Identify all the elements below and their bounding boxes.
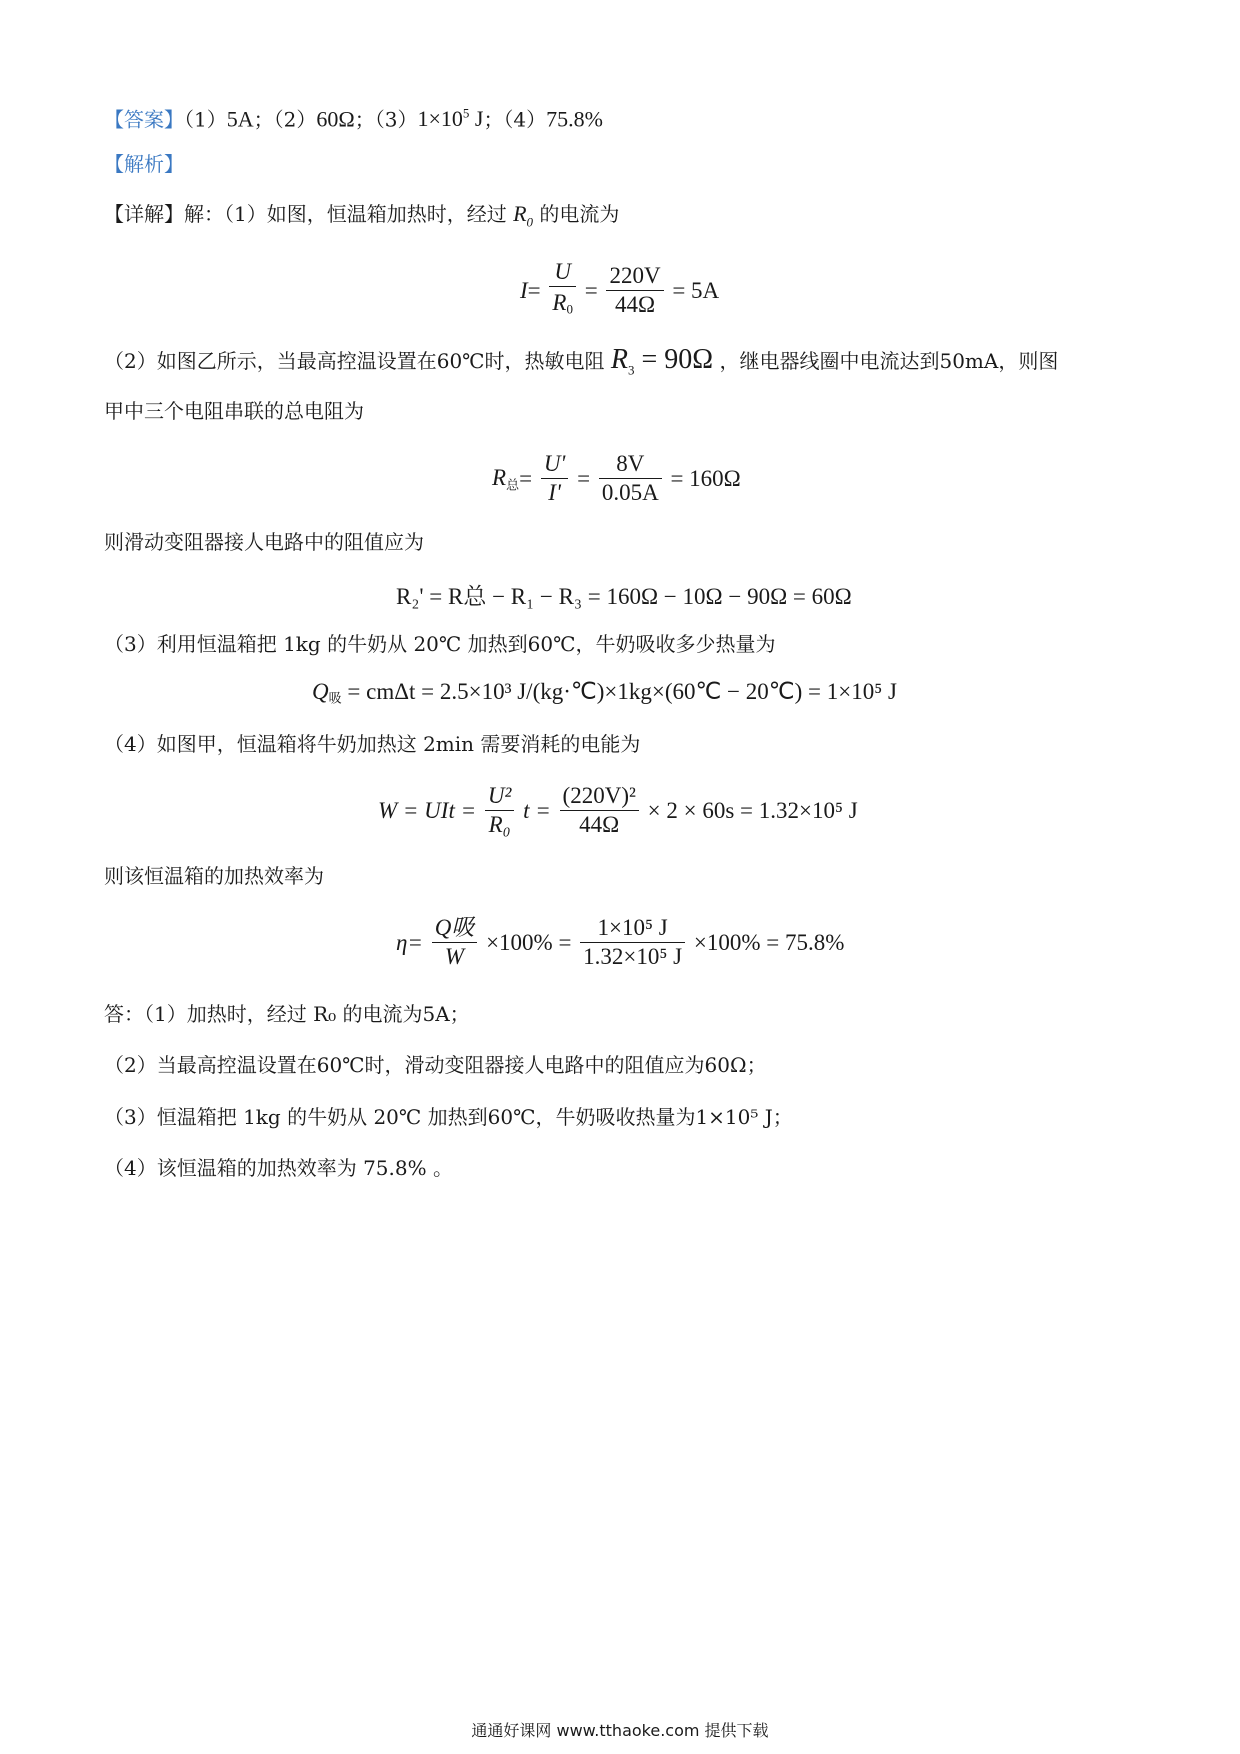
equation-slide-resistance: R₂' = R总 − R₁ − R₃ = 160Ω − 10Ω − 90Ω = 60Ω <box>396 584 852 609</box>
answer-3: $1\times 10^5$ J <box>417 106 484 132</box>
equation-current: I= $\frac{U}{R_0}$ = $\frac{220V}{44\Omega}$ = 5A <box>520 259 720 318</box>
part2-line1: （2）如图乙所示，当最高控温设置在60℃时，热敏电阻 $R_3 = 90\Omega$ ，继电器线圈中电流达到50mA，则图 <box>104 344 1059 378</box>
efficiency-line: 则该恒温箱的加热效率为 <box>104 864 324 888</box>
conclusion-3: （3）恒温箱把 1kg 的牛奶从 20℃ 加热到60℃，牛奶吸收热量为1×10⁵ J； <box>104 1105 793 1129</box>
answer-2: 60Ω <box>316 106 355 132</box>
answer-tag: 【答案】 <box>104 107 184 132</box>
part4-line: （4）如图甲，恒温箱将牛奶加热这 2min 需要消耗的电能为 <box>104 732 641 756</box>
equation-energy: W = UIt = $\frac{\text{U²}}{\text{R₀}}$ t = $\frac{\text{(220V)²}}{44\Omega}$ × 2 × 60s = 1.32×10⁵ J <box>378 783 858 837</box>
equation-total-resistance: $R_总=$ $\frac{U'}{I'}$ = $\frac{8V}{0.05A}$ = 160Ω <box>492 451 741 505</box>
slide-resistor-line: 则滑动变阻器接人电路中的阻值应为 <box>104 530 424 554</box>
conclusion-2: （2）当最高控温设置在60℃时，滑动变阻器接人电路中的阻值应为60Ω； <box>104 1053 767 1077</box>
equation-efficiency: η= $\frac{\text{Q吸}}{W}$ ×100% = $\frac{\text{1×10⁵ J}}{\text{1.32×10⁵ J}}$ ×100% = 75.8% <box>396 915 845 969</box>
answer-line: 【答案】（1）5A；（2）60Ω；$(3)1\times 10^5$ J；（4）75.8% <box>104 106 603 132</box>
analysis-tag: 【解析】 <box>104 152 184 176</box>
detail-tag: 【详解】 <box>104 202 184 226</box>
conclusion-1: 答：（1）加热时，经过 R₀ 的电流为5A； <box>104 1002 470 1026</box>
answer-1: 5A <box>226 106 254 132</box>
part3-line: （3）利用恒温箱把 1kg 的牛奶从 20℃ 加热到60℃，牛奶吸收多少热量为 <box>104 632 776 656</box>
equation-heat: $Q_吸 = cm\Delta t = 2.5\times 10^3$ J/(kg·℃)×1kg×(60℃ − 20℃) = 1×10⁵ J <box>312 678 897 706</box>
detail-line: 【详解】解：（1）如图，恒温箱加热时，经过 $R_0$ 的电流为 <box>104 201 620 230</box>
footer-source: 通通好课网 www.tthaoke.com 提供下载 <box>471 1721 769 1740</box>
r0-symbol: $R_0$ <box>513 201 534 230</box>
conclusion-4: （4）该恒温箱的加热效率为 75.8% 。 <box>104 1156 453 1180</box>
answer-4: 75.8% <box>546 106 603 132</box>
part2-line2: 甲中三个电阻串联的总电阻为 <box>104 399 364 423</box>
